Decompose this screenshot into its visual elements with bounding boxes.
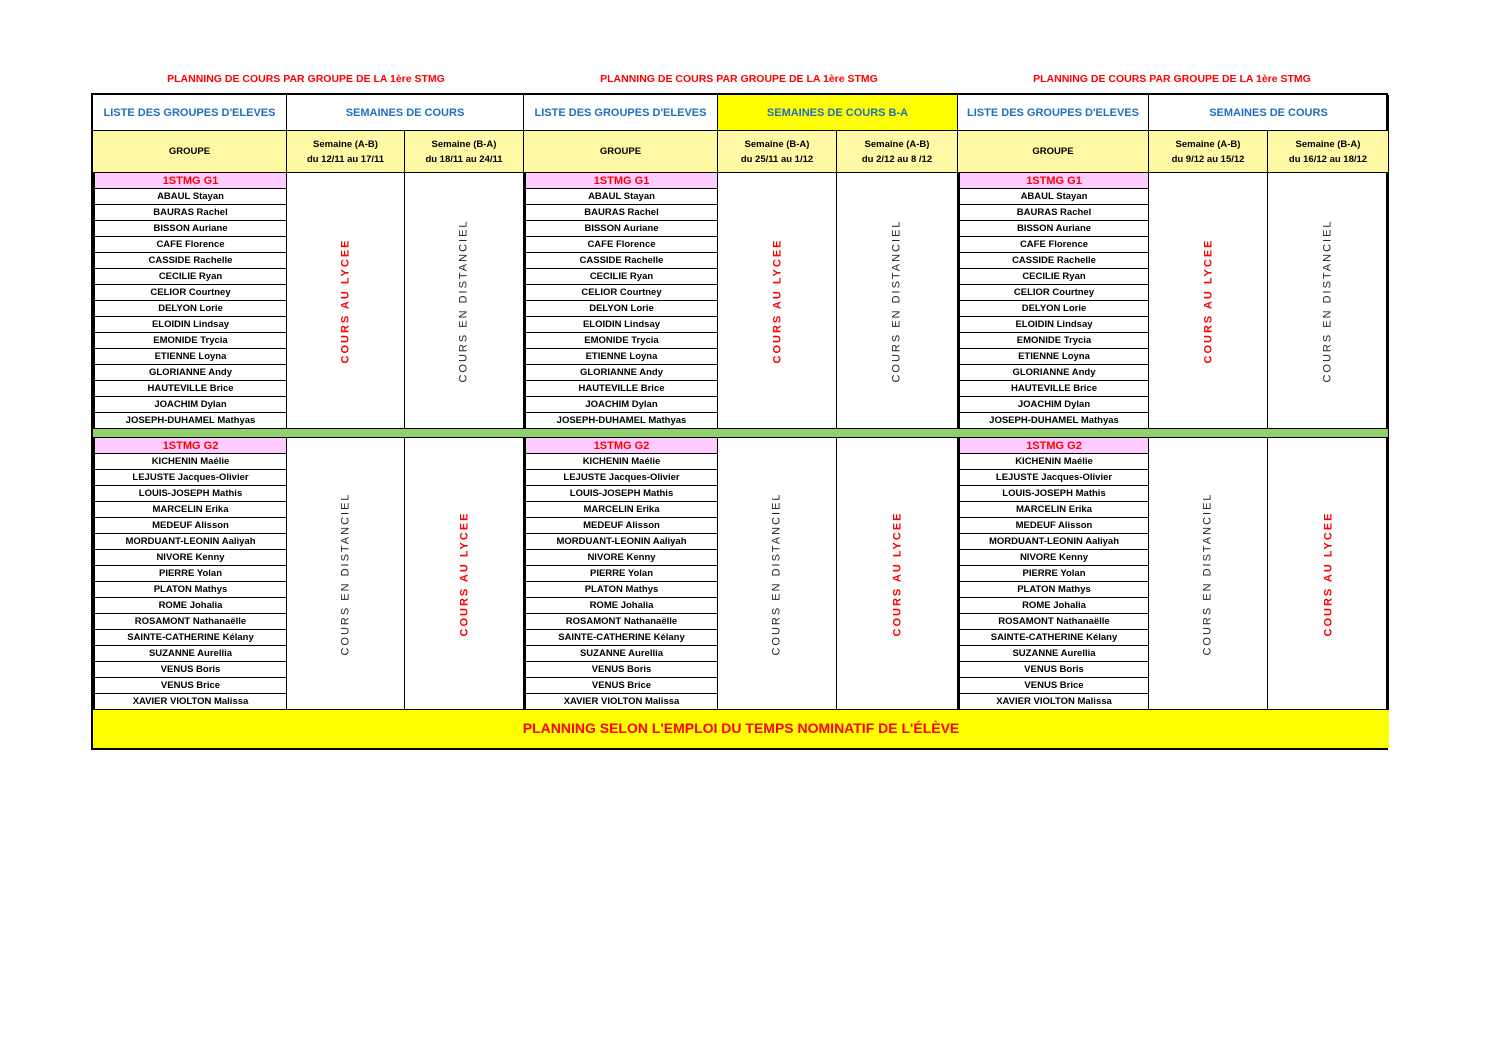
student-row: HAUTEVILLE Brice: [524, 381, 718, 397]
groupe-header: GROUPE: [524, 131, 718, 173]
student-row: EMONIDE Trycia: [958, 333, 1149, 349]
student-row: MEDEUF Alisson: [958, 518, 1149, 534]
student-row: PLATON Mathys: [958, 582, 1149, 598]
week-header: [405, 131, 524, 173]
course-mode-g2-text: COURS AU LYCEE: [891, 511, 904, 636]
student-row: PLATON Mathys: [524, 582, 718, 598]
list-header: LISTE DES GROUPES D'ELEVES: [524, 95, 718, 131]
student-row: MEDEUF Alisson: [524, 518, 718, 534]
course-mode-g2-text: COURS EN DISTANCIEL: [1202, 491, 1214, 656]
student-row: SAINTE-CATHERINE Kélany: [958, 630, 1149, 646]
weeks-header: SEMAINES DE COURS: [1149, 95, 1389, 131]
student-row: CASSIDE Rachelle: [958, 253, 1149, 269]
student-row: ROSAMONT Nathanaëlle: [958, 614, 1149, 630]
week-header: [837, 131, 958, 173]
weeks-header: SEMAINES DE COURS: [287, 95, 524, 131]
course-mode-g1: [287, 173, 405, 429]
student-row: MORDUANT-LEONIN Aaliyah: [524, 534, 718, 550]
group-name-g2: 1STMG G2: [958, 438, 1149, 454]
course-mode-g1-text: COURS AU LYCEE: [771, 238, 784, 363]
student-row: SAINTE-CATHERINE Kélany: [93, 630, 287, 646]
week-header: [287, 131, 405, 173]
course-mode-g2: [1268, 438, 1389, 710]
student-row: VENUS Brice: [524, 678, 718, 694]
student-row: CECILIE Ryan: [93, 269, 287, 285]
course-mode-g2-text: COURS AU LYCEE: [458, 511, 471, 636]
week-header-label: Semaine (B-A): [1295, 138, 1361, 150]
student-row: ELOIDIN Lindsay: [524, 317, 718, 333]
groupe-header: GROUPE: [93, 131, 287, 173]
student-row: BISSON Auriane: [93, 221, 287, 237]
week-header-label: Semaine (B-A): [744, 138, 810, 150]
student-row: PIERRE Yolan: [958, 566, 1149, 582]
student-row: JOSEPH-DUHAMEL Mathyas: [524, 413, 718, 429]
course-mode-g1: [1268, 173, 1389, 429]
student-row: CECILIE Ryan: [958, 269, 1149, 285]
student-row: CELIOR Courtney: [958, 285, 1149, 301]
page-title-1: PLANNING DE COURS PAR GROUPE DE LA 1ère STMG: [167, 73, 445, 85]
student-row: DELYON Lorie: [93, 301, 287, 317]
student-row: GLORIANNE Andy: [958, 365, 1149, 381]
student-row: BAURAS Rachel: [93, 205, 287, 221]
week-header-label: Semaine (A-B): [313, 138, 378, 150]
student-row: LOUIS-JOSEPH Mathis: [524, 486, 718, 502]
student-row: BAURAS Rachel: [524, 205, 718, 221]
student-row: ELOIDIN Lindsay: [93, 317, 287, 333]
week-header-dates: du 9/12 au 15/12: [1171, 153, 1245, 165]
student-row: CAFE Florence: [958, 237, 1149, 253]
group-name-g1: 1STMG G1: [93, 173, 287, 189]
student-row: VENUS Brice: [93, 678, 287, 694]
course-mode-g1-text: COURS AU LYCEE: [1202, 238, 1215, 363]
page-title-2: PLANNING DE COURS PAR GROUPE DE LA 1ère STMG: [600, 73, 878, 85]
student-row: ABAUL Stayan: [93, 189, 287, 205]
planning-table: [91, 93, 1388, 750]
student-row: VENUS Boris: [93, 662, 287, 678]
student-row: XAVIER VIOLTON Malissa: [524, 694, 718, 710]
group-name-g2: 1STMG G2: [524, 438, 718, 454]
student-row: ROSAMONT Nathanaëlle: [524, 614, 718, 630]
student-row: MORDUANT-LEONIN Aaliyah: [958, 534, 1149, 550]
student-row: BISSON Auriane: [524, 221, 718, 237]
student-row: DELYON Lorie: [958, 301, 1149, 317]
course-mode-g2-text: COURS EN DISTANCIEL: [339, 491, 352, 656]
student-row: GLORIANNE Andy: [93, 365, 287, 381]
student-row: XAVIER VIOLTON Malissa: [93, 694, 287, 710]
student-row: XAVIER VIOLTON Malissa: [958, 694, 1149, 710]
student-row: CASSIDE Rachelle: [93, 253, 287, 269]
course-mode-g2-text: COURS EN DISTANCIEL: [771, 491, 783, 656]
student-row: LOUIS-JOSEPH Mathis: [958, 486, 1149, 502]
student-row: ROME Johalia: [93, 598, 287, 614]
student-row: SAINTE-CATHERINE Kélany: [524, 630, 718, 646]
course-mode-g1-text: COURS EN DISTANCIEL: [1322, 218, 1334, 383]
week-header-dates: du 2/12 au 8 /12: [861, 153, 933, 165]
student-row: BISSON Auriane: [958, 221, 1149, 237]
course-mode-g1: [405, 173, 524, 429]
page-title-3: PLANNING DE COURS PAR GROUPE DE LA 1ère STMG: [1033, 73, 1311, 85]
course-mode-g1: [1149, 173, 1268, 429]
student-row: ETIENNE Loyna: [93, 349, 287, 365]
group-separator: [93, 429, 1389, 438]
week-header-dates: du 25/11 au 1/12: [740, 153, 814, 165]
student-row: EMONIDE Trycia: [93, 333, 287, 349]
list-header: LISTE DES GROUPES D'ELEVES: [958, 95, 1149, 131]
student-row: ROME Johalia: [958, 598, 1149, 614]
student-row: MARCELIN Erika: [958, 502, 1149, 518]
course-mode-g2: [837, 438, 958, 710]
course-mode-g1: [718, 173, 837, 429]
student-row: CASSIDE Rachelle: [524, 253, 718, 269]
student-row: CELIOR Courtney: [93, 285, 287, 301]
student-row: ELOIDIN Lindsay: [958, 317, 1149, 333]
week-header-label: Semaine (A-B): [1175, 138, 1241, 150]
group-name-g1: 1STMG G1: [524, 173, 718, 189]
student-row: KICHENIN Maélie: [93, 454, 287, 470]
list-header: LISTE DES GROUPES D'ELEVES: [93, 95, 287, 131]
course-mode-g1-text: COURS EN DISTANCIEL: [891, 218, 903, 383]
student-row: ROSAMONT Nathanaëlle: [93, 614, 287, 630]
student-row: ABAUL Stayan: [524, 189, 718, 205]
student-row: ROME Johalia: [524, 598, 718, 614]
course-mode-g1-text: COURS AU LYCEE: [339, 238, 352, 363]
student-row: CECILIE Ryan: [524, 269, 718, 285]
student-row: PIERRE Yolan: [524, 566, 718, 582]
course-mode-g2: [405, 438, 524, 710]
course-mode-g2-text: COURS AU LYCEE: [1322, 511, 1335, 636]
student-row: JOACHIM Dylan: [93, 397, 287, 413]
student-row: JOSEPH-DUHAMEL Mathyas: [958, 413, 1149, 429]
student-row: VENUS Boris: [958, 662, 1149, 678]
student-row: NIVORE Kenny: [93, 550, 287, 566]
week-header-dates: du 18/11 au 24/11: [425, 153, 503, 165]
week-header: [1268, 131, 1389, 173]
course-mode-g1: [837, 173, 958, 429]
course-mode-g2: [1149, 438, 1268, 710]
student-row: SUZANNE Aurellia: [524, 646, 718, 662]
student-row: GLORIANNE Andy: [524, 365, 718, 381]
course-mode-g2: [718, 438, 837, 710]
student-row: HAUTEVILLE Brice: [93, 381, 287, 397]
student-row: VENUS Brice: [958, 678, 1149, 694]
footer-banner: PLANNING SELON L'EMPLOI DU TEMPS NOMINATIF DE L'ÉLÈVE: [93, 710, 1389, 748]
student-row: PIERRE Yolan: [93, 566, 287, 582]
course-mode-g2: [287, 438, 405, 710]
groupe-header: GROUPE: [958, 131, 1149, 173]
student-row: CAFE Florence: [93, 237, 287, 253]
student-row: JOACHIM Dylan: [524, 397, 718, 413]
student-row: PLATON Mathys: [93, 582, 287, 598]
student-row: ETIENNE Loyna: [958, 349, 1149, 365]
student-row: SUZANNE Aurellia: [93, 646, 287, 662]
student-row: BAURAS Rachel: [958, 205, 1149, 221]
group-name-g2: 1STMG G2: [93, 438, 287, 454]
student-row: MORDUANT-LEONIN Aaliyah: [93, 534, 287, 550]
weeks-header: SEMAINES DE COURS B-A: [718, 95, 958, 131]
week-header-label: Semaine (B-A): [431, 138, 497, 150]
student-row: MEDEUF Alisson: [93, 518, 287, 534]
week-header-dates: du 16/12 au 18/12: [1288, 153, 1368, 165]
student-row: CELIOR Courtney: [524, 285, 718, 301]
student-row: MARCELIN Erika: [93, 502, 287, 518]
student-row: LEJUSTE Jacques-Olivier: [524, 470, 718, 486]
week-header: [1149, 131, 1268, 173]
student-row: EMONIDE Trycia: [524, 333, 718, 349]
student-row: KICHENIN Maélie: [958, 454, 1149, 470]
student-row: LOUIS-JOSEPH Mathis: [93, 486, 287, 502]
student-row: SUZANNE Aurellia: [958, 646, 1149, 662]
week-header-dates: du 12/11 au 17/11: [306, 153, 385, 165]
group-name-g1: 1STMG G1: [958, 173, 1149, 189]
student-row: LEJUSTE Jacques-Olivier: [93, 470, 287, 486]
student-row: JOACHIM Dylan: [958, 397, 1149, 413]
student-row: VENUS Boris: [524, 662, 718, 678]
course-mode-g1-text: COURS EN DISTANCIEL: [458, 218, 470, 383]
student-row: KICHENIN Maélie: [524, 454, 718, 470]
student-row: NIVORE Kenny: [958, 550, 1149, 566]
student-row: ABAUL Stayan: [958, 189, 1149, 205]
week-header-label: Semaine (A-B): [864, 138, 930, 150]
student-row: DELYON Lorie: [524, 301, 718, 317]
student-row: MARCELIN Erika: [524, 502, 718, 518]
student-row: NIVORE Kenny: [524, 550, 718, 566]
student-row: CAFE Florence: [524, 237, 718, 253]
week-header: [718, 131, 837, 173]
student-row: JOSEPH-DUHAMEL Mathyas: [93, 413, 287, 429]
student-row: LEJUSTE Jacques-Olivier: [958, 470, 1149, 486]
student-row: HAUTEVILLE Brice: [958, 381, 1149, 397]
student-row: ETIENNE Loyna: [524, 349, 718, 365]
